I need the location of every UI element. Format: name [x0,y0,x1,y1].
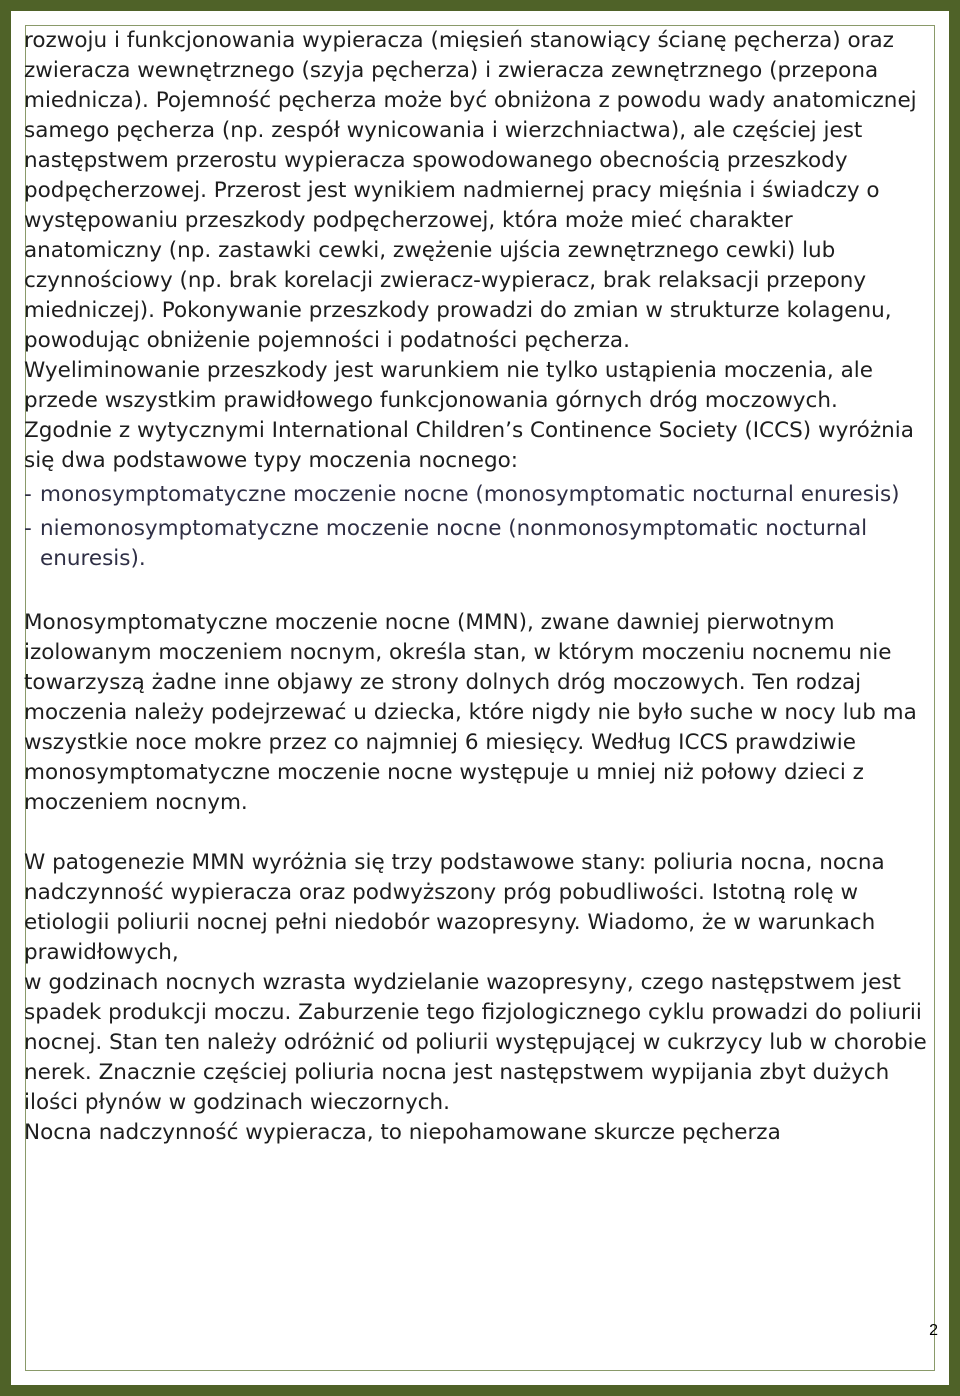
paragraph-spacer [24,818,944,848]
document-body [24,26,944,1148]
paragraph-pathogenesis-part2: w godzinach nocnych wzrasta wydzielanie wazopresyny, czego następstwem jest spadek produkcji moczu. Zaburzenie tego fizjologicznego cyklu prowadzi do poliurii nocnej. Stan ten należy odróżnić od poliurii występującej w cukrzycy lub w chorobie nerek. Znacznie częściej poliuria nocna jest następstwem wypijania zbyt dużych ilości płynów w godzinach wieczornych. [24,970,927,1115]
list-item [24,480,944,510]
list-dash: - [24,516,32,541]
paragraph-obstruction-elimination: Wyeliminowanie przeszkody jest warunkiem nie tylko ustąpienia moczenia, ale przede wszystkim prawidłowego funkcjonowania górnych dróg moczowych. [24,358,873,413]
paragraph-bladder-capacity: rozwoju i funkcjonowania wypieracza (mięsień stanowiący ścianę pęcherza) oraz zwieracza wewnętrznego (szyja pęcherza) i zwieracza zewnętrznego (przepona miednicza). Pojemność pęcherza może być obniżona z powodu wady anatomicznej samego pęcherza (np. zespół wynicowania i wierzchniactwa), ale częściej jest następstwem przerostu wypieracza spowodowanego obecnością przeszkody podpęcherzowej. Przerost jest wynikiem nadmiernej pracy mięśnia i świadczy o występowaniu przeszkody podpęcherzowej, która może mieć charakter anatomiczny (np. zastawki cewki, zwężenie ujścia zewnętrznego cewki) lub czynnościowy (np. brak korelacji zwieracz-wypieracz, brak relaksacji przepony miedniczej). Pokonywanie przeszkody prowadzi do zmian w strukturze kolagenu, powodując obniżenie pojemności i podatności pęcherza. [24,28,917,353]
list-dash: - [24,482,32,507]
list-item [24,514,944,574]
paragraph-pathogenesis-part3: Nocna nadczynność wypieracza, to niepohamowane skurcze pęcherza [24,1120,781,1145]
enuresis-types-list [24,480,944,574]
list-item-text: niemonosymptomatyczne moczenie nocne (nonmonosymptomatic nocturnal enuresis). [40,516,868,571]
paragraph-spacer [24,578,944,608]
paragraph-iccs-types: Zgodnie z wytycznymi International Children’s Continence Society (ICCS) wyróżnia się dwa podstawowe typy moczenia nocnego: [24,418,914,473]
paragraph-pathogenesis-part1: W patogenezie MMN wyróżnia się trzy podstawowe stany: poliuria nocna, nocna nadczynność wypieracza oraz podwyższony próg pobudliwości. Istotną rolę w etiologii poliurii nocnej pełni niedobór wazopresyny. Wiadomo, że w warunkach prawidłowych, [24,850,885,965]
page-number: 2 [929,1322,938,1339]
list-item-text: monosymptomatyczne moczenie nocne (monosymptomatic nocturnal enuresis) [40,482,900,507]
paragraph-mmn-definition: Monosymptomatyczne moczenie nocne (MMN), zwane dawniej pierwotnym izolowanym moczeniem nocnym, określa stan, w którym moczeniu nocnemu nie towarzyszą żadne inne objawy ze strony dolnych dróg moczowych. Ten rodzaj moczenia należy podejrzewać u dziecka, które nigdy nie było suche w nocy lub ma wszystkie noce mokre przez co najmniej 6 miesięcy. Według ICCS prawdziwie monosymptomatyczne moczenie nocne występuje u mniej niż połowy dzieci z moczeniem nocnym. [24,610,917,815]
